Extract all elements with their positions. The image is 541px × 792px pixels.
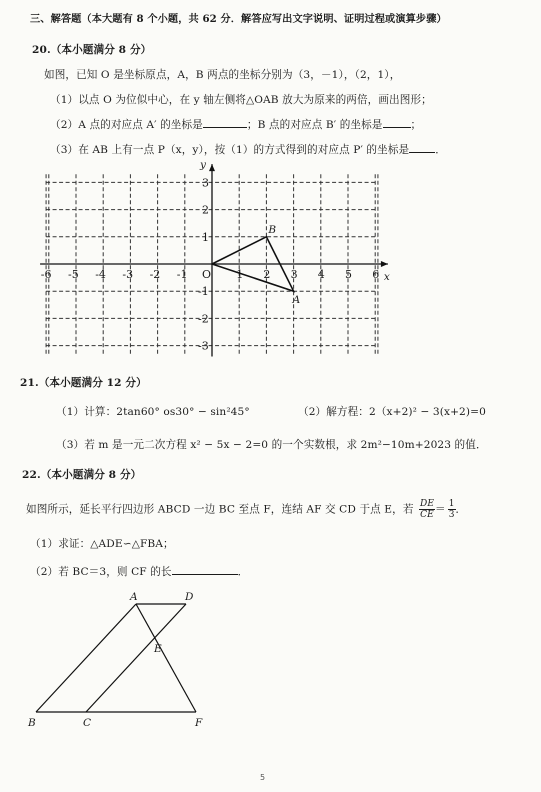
q21-part3: （3）若 m 是一元二次方程 x² − 5x − 2=0 的一个实数根，求 2m²−10m+2023 的值．: [56, 439, 487, 451]
q20-part2-a: （2）A 点的对应点 A′ 的坐标是: [50, 119, 203, 131]
q20-part3-a: （3）在 AB 上有一点 P（x，y），按（1）的方式得到的对应点 P′ 的坐标是: [50, 144, 410, 156]
q20-part3-b: ．: [435, 144, 446, 156]
q22-intro-text: 如图所示，延长平行四边形 ABCD 一边 BC 至点 F，连结 AF 交 CD 于点 E，若: [26, 503, 414, 516]
vertex-label-e: E: [154, 643, 162, 655]
y-tick-label: -3: [198, 339, 209, 353]
x-tick-label: -5: [68, 268, 79, 281]
point-a-label: A: [292, 294, 301, 307]
q22-part1: （1）求证：△ADE∽△FBA；: [30, 538, 174, 550]
q20-part2-c: ；: [410, 119, 422, 131]
vertex-label-a: A: [130, 591, 138, 603]
point-b-label: B: [268, 223, 277, 236]
q20-title: 20.（本小题满分 8 分）: [32, 44, 152, 56]
x-tick-label: 2: [263, 268, 271, 281]
vertex-label-c: C: [83, 717, 92, 729]
y-axis-label: y: [200, 159, 206, 172]
vertex-label-f: F: [195, 717, 203, 729]
q22-part2-b: ．: [237, 566, 249, 578]
frac-denominator: CE: [420, 510, 434, 520]
x-tick-label: -3: [122, 268, 134, 281]
vertex-label-d: D: [185, 591, 194, 603]
q20-part2-b: ；B 点的对应点 B′ 的坐标是: [246, 119, 383, 131]
vertex-label-b: B: [28, 717, 36, 729]
parallelogram-abcd: [27, 591, 203, 729]
segment-af: [136, 604, 196, 712]
q22-part2-a: （2）若 BC＝3，则 CF 的长: [30, 566, 172, 578]
ratio-value-denominator: 3: [448, 510, 455, 520]
q20-part1: （1）以点 O 为位似中心，在 y 轴左侧将△OAB 放大为原来的两倍，画出图形；: [50, 94, 432, 106]
q21-part2: （2）解方程：2（x+2)² − 3(x+2)=0: [298, 406, 486, 418]
section-header: 三、解答题（本大题有 8 个小题，共 62 分．解答应写出文字说明、证明过程或演算步骤）: [30, 13, 447, 25]
segment-ab: [36, 604, 136, 712]
x-tick-label: -4: [95, 268, 106, 281]
x-tick-label: O: [202, 268, 212, 281]
x-tick-label: -1: [176, 268, 188, 281]
y-tick-label: -1: [198, 285, 209, 299]
page-number: 5: [260, 773, 266, 782]
x-tick-label: 4: [317, 268, 325, 281]
ratio-value-numerator: 1: [448, 499, 455, 509]
x-tick-label: 6: [372, 268, 380, 281]
frac-numerator: DE: [420, 499, 434, 509]
q21-title: 21.（本小题满分 12 分）: [20, 377, 147, 389]
x-tick-label: -2: [149, 268, 161, 281]
segment-dc: [86, 604, 186, 712]
q21-part1: （1）计算：2tan60° os30° − sin²45°: [56, 406, 250, 418]
y-tick-label: 2: [202, 203, 209, 217]
y-tick-label: 3: [202, 176, 209, 190]
equals-sign: ＝: [435, 503, 446, 516]
q22-intro-end: ．: [455, 503, 467, 516]
x-tick-label: 3: [290, 268, 298, 281]
x-tick-label: 1: [236, 268, 244, 281]
x-tick-label: -6: [40, 268, 52, 281]
q22-title: 22.（本小题满分 8 分）: [22, 469, 142, 481]
x-tick-label: 5: [345, 268, 352, 281]
y-tick-label: -2: [198, 312, 209, 326]
q20-intro: 如图，已知 O 是坐标原点，A，B 两点的坐标分别为（3，－1），（2，1），: [44, 69, 401, 81]
y-tick-label: 1: [202, 230, 209, 244]
x-axis-label: x: [383, 271, 390, 283]
